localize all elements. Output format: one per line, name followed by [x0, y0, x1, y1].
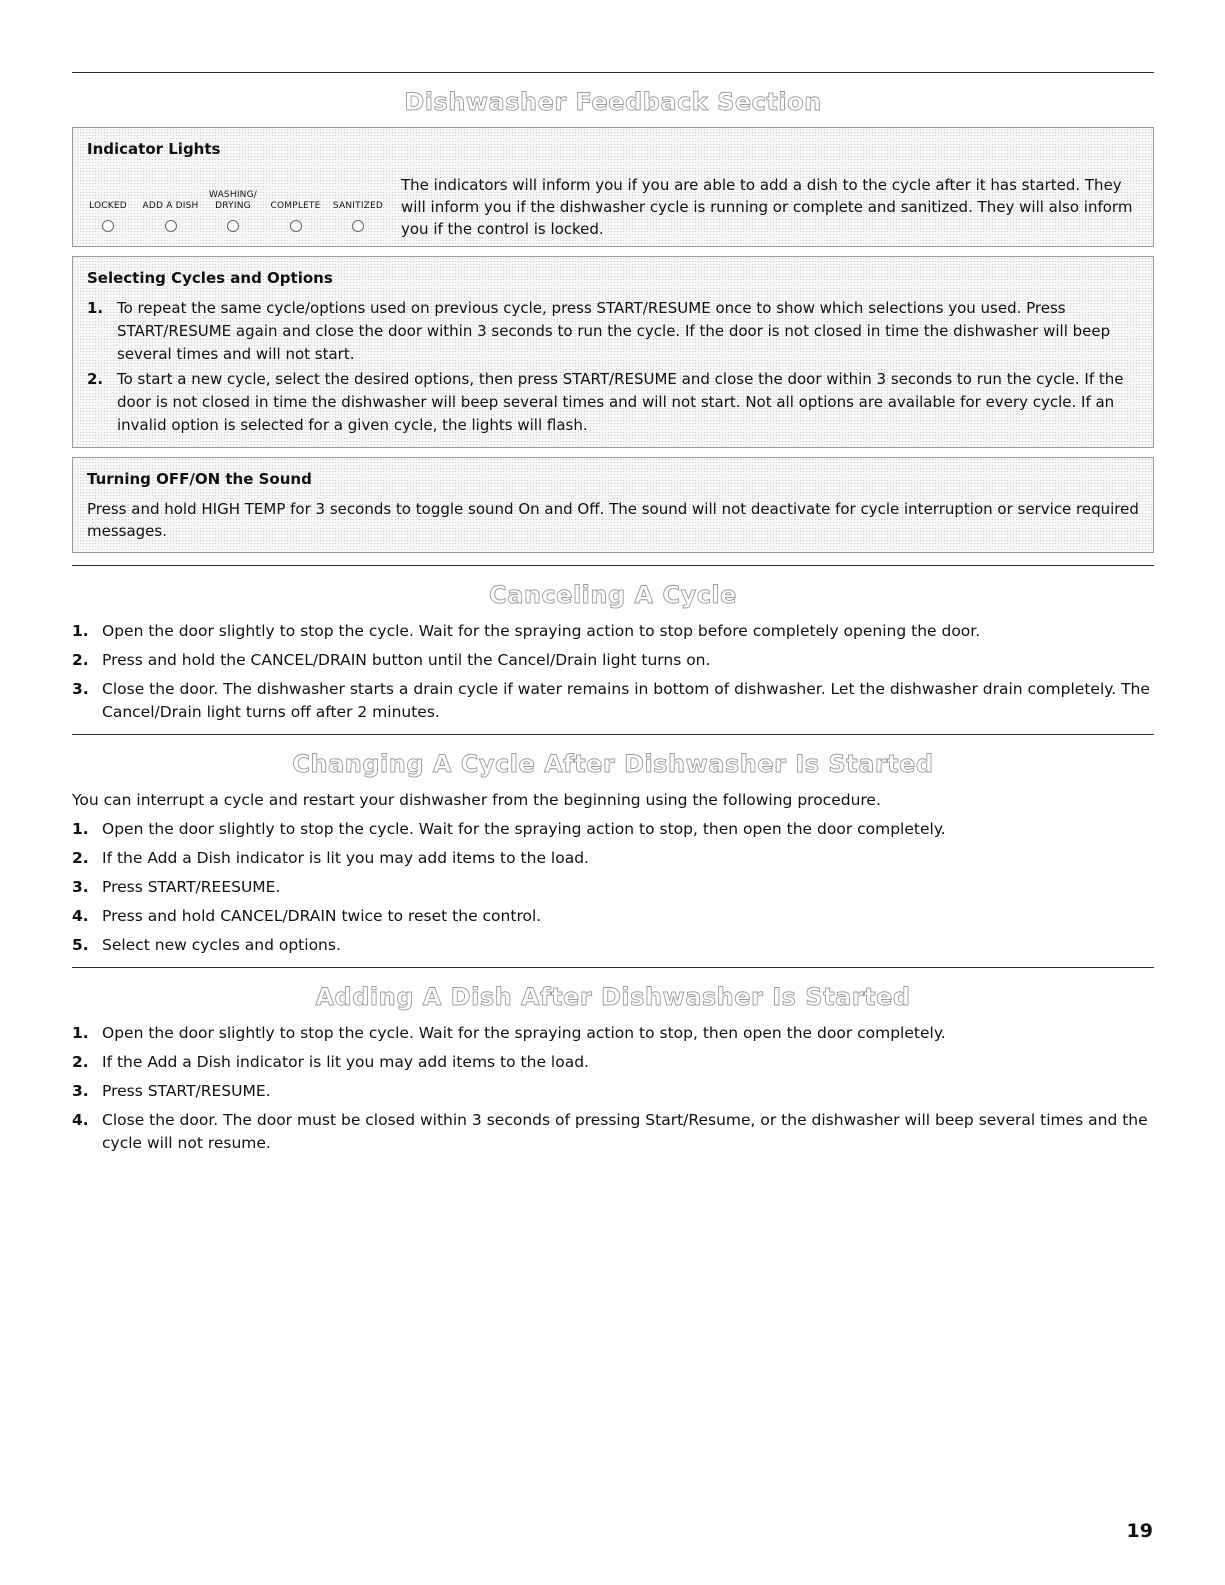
- canceling-section-title: Canceling A Cycle: [489, 581, 737, 609]
- adding-section-title: Adding A Dish After Dishwasher Is Started: [315, 983, 911, 1011]
- changing-steps: [72, 818, 1154, 957]
- step-number: 1.: [72, 1024, 89, 1042]
- feedback-section-title: Dishwasher Feedback Section: [404, 88, 822, 116]
- list-item: [72, 905, 1154, 928]
- indicator-label: ADD A DISH: [142, 201, 199, 211]
- list-item: [72, 649, 1154, 672]
- indicator-light-icon: [165, 220, 177, 232]
- indicator-washing-drying: [202, 186, 264, 232]
- manual-page: [72, 72, 1154, 1161]
- step-text: If the Add a Dish indicator is lit you may add items to the load.: [102, 1053, 589, 1071]
- step-number: 2.: [72, 849, 89, 867]
- list-item: [72, 934, 1154, 957]
- sound-panel: [72, 457, 1154, 553]
- page-number: 19: [1126, 1520, 1153, 1542]
- step-text: Close the door. The door must be closed within 3 seconds of pressing Start/Resume, or the dishwasher will beep several times and the cycle will not resume.: [102, 1111, 1148, 1152]
- step-number: 1.: [72, 622, 89, 640]
- step-number: 3.: [72, 1082, 89, 1100]
- indicator-label: SANITIZED: [332, 201, 384, 211]
- list-item: [87, 297, 1139, 366]
- list-item: [72, 847, 1154, 870]
- step-number: 2.: [72, 651, 89, 669]
- step-text: Press and hold CANCEL/DRAIN twice to reset the control.: [102, 907, 542, 925]
- indicator-label: LOCKED: [89, 201, 127, 211]
- sound-heading: Turning OFF/ON the Sound: [87, 470, 312, 488]
- list-item: [72, 678, 1154, 724]
- selecting-steps: [87, 297, 1139, 437]
- step-text: Press START/REESUME.: [102, 878, 281, 896]
- indicator-label: COMPLETE: [270, 201, 321, 211]
- indicator-light-icon: [352, 220, 364, 232]
- step-text: Select new cycles and options.: [102, 936, 341, 954]
- step-number: 3.: [72, 680, 89, 698]
- selecting-cycles-heading: Selecting Cycles and Options: [87, 269, 333, 287]
- step-number: 2.: [72, 1053, 89, 1071]
- step-number: 4.: [72, 907, 89, 925]
- selecting-cycles-panel: [72, 256, 1154, 448]
- step-text: Open the door slightly to stop the cycle. Wait for the spraying action to stop, then open the door completely.: [102, 1024, 946, 1042]
- step-text: If the Add a Dish indicator is lit you may add items to the load.: [102, 849, 589, 867]
- step-text: Open the door slightly to stop the cycle. Wait for the spraying action to stop before completely opening the door.: [102, 622, 981, 640]
- step-text: To repeat the same cycle/options used on previous cycle, press START/RESUME once to show which selections you used. Press START/RESUME again and close the door within 3 seconds to run the cycle. If the door is not closed in time the dishwasher will beep several times and will not start.: [117, 299, 1111, 363]
- sound-text: Press and hold HIGH TEMP for 3 seconds to toggle sound On and Off. The sound will not deactivate for cycle interruption or service required messages.: [87, 500, 1139, 540]
- section-rule: [72, 734, 1154, 735]
- section-rule: [72, 967, 1154, 968]
- section-rule: [72, 565, 1154, 566]
- changing-intro: You can interrupt a cycle and restart your dishwasher from the beginning using the following procedure.: [72, 791, 881, 809]
- step-text: Press and hold the CANCEL/DRAIN button until the Cancel/Drain light turns on.: [102, 651, 711, 669]
- step-text: Press START/RESUME.: [102, 1082, 271, 1100]
- list-item: [87, 368, 1139, 437]
- indicator-complete: [265, 186, 327, 232]
- step-number: 2.: [87, 370, 104, 388]
- indicator-row: [77, 186, 389, 232]
- list-item: [72, 1109, 1154, 1155]
- step-number: 5.: [72, 936, 89, 954]
- step-text: To start a new cycle, select the desired options, then press START/RESUME and close the door within 3 seconds to run the cycle. If the door is not closed in time the dishwasher will beep several times and will not start. Not all options are available for every cycle. If an invalid option is selected for a given cycle, the lights will flash.: [117, 370, 1124, 434]
- step-number: 1.: [72, 820, 89, 838]
- indicator-locked: [77, 186, 139, 232]
- list-item: [72, 1022, 1154, 1045]
- indicator-lights-description: The indicators will inform you if you are able to add a dish to the cycle after it has started. They will inform you if the dishwasher cycle is running or complete and sanitized. They will also inform you if the control is locked.: [401, 176, 1133, 238]
- list-item: [72, 1051, 1154, 1074]
- list-item: [72, 620, 1154, 643]
- indicator-light-icon: [290, 220, 302, 232]
- indicator-add-a-dish: [140, 186, 202, 232]
- step-number: 4.: [72, 1111, 89, 1129]
- step-text: Open the door slightly to stop the cycle. Wait for the spraying action to stop, then open the door completely.: [102, 820, 946, 838]
- indicator-light-icon: [227, 220, 239, 232]
- step-number: 3.: [72, 878, 89, 896]
- list-item: [72, 818, 1154, 841]
- list-item: [72, 1080, 1154, 1103]
- canceling-steps: [72, 620, 1154, 724]
- adding-steps: [72, 1022, 1154, 1155]
- list-item: [72, 876, 1154, 899]
- indicator-light-icon: [102, 220, 114, 232]
- indicator-sanitized: [327, 186, 389, 232]
- step-text: Close the door. The dishwasher starts a drain cycle if water remains in bottom of dishwasher. Let the dishwasher drain completely. The Cancel/Drain light turns off after 2 minutes.: [102, 680, 1150, 721]
- section-rule: [72, 72, 1154, 73]
- indicator-lights-panel: [72, 127, 1154, 247]
- step-number: 1.: [87, 299, 104, 317]
- indicator-lights-heading: Indicator Lights: [87, 140, 221, 158]
- indicator-label: WASHING/ DRYING: [208, 190, 258, 211]
- changing-section-title: Changing A Cycle After Dishwasher Is Started: [292, 750, 934, 778]
